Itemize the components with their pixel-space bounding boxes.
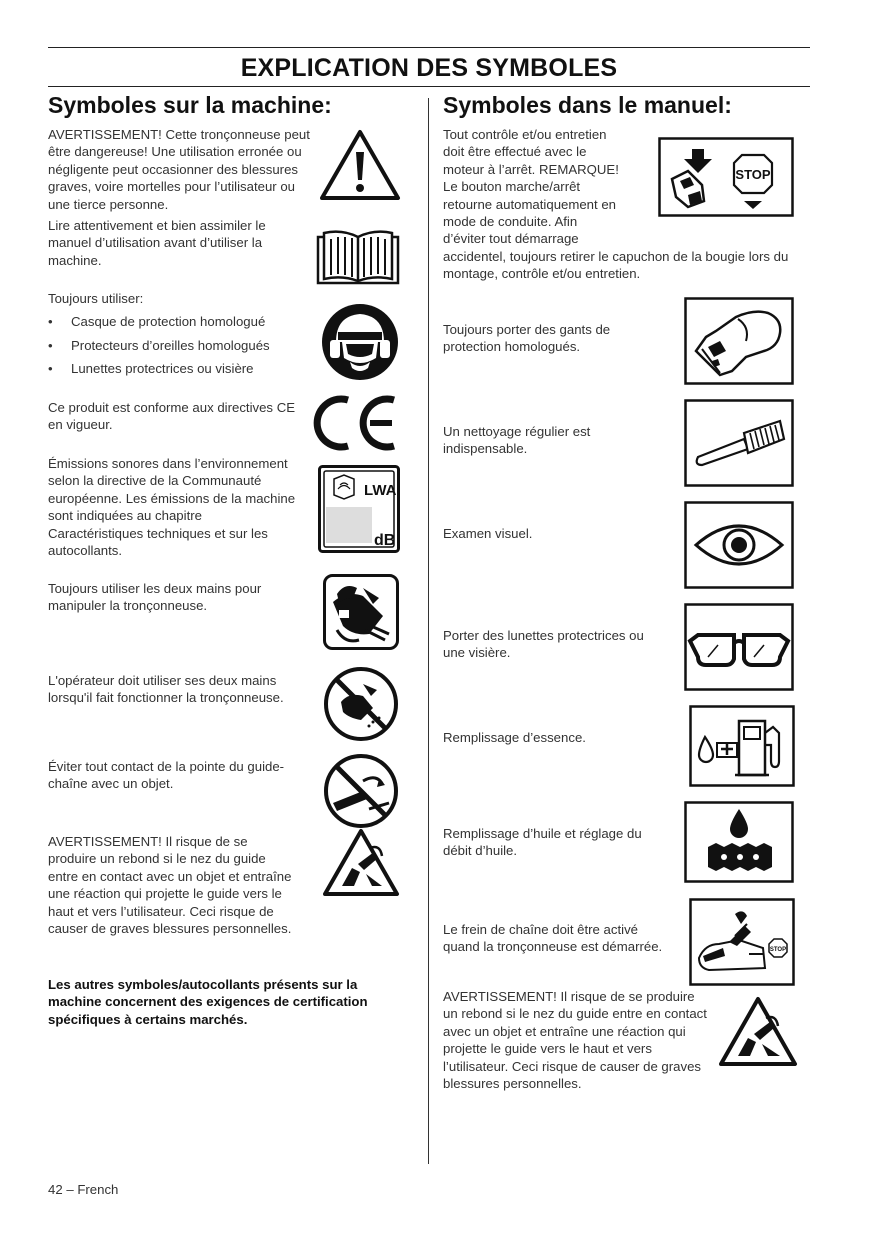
ce-text: Ce produit est conforme aux directives CE en vigueur. bbox=[48, 400, 296, 433]
maintenance-line: d’éviter tout démarrage bbox=[443, 231, 579, 247]
always-use-text: Toujours utiliser: bbox=[48, 291, 144, 306]
list-item: • Casque de protection homologué bbox=[48, 312, 308, 336]
page-title: EXPLICATION DES SYMBOLES bbox=[240, 54, 618, 82]
safety-glasses-icon bbox=[684, 603, 794, 691]
other-symbols-note: Les autres symboles/autocollants présents sur la machine concernent des exigences de certification spécifiques à certains marchés. bbox=[48, 977, 368, 1027]
protection-list bbox=[48, 312, 308, 383]
kickback-warning-text-left: AVERTISSEMENT! Il risque de se produire un rebond si le nez du guide entre en contact avec un objet et entraîne une réaction qui projette le guide vers le haut et vers l’utilisateur. Ceci risque de causer de graves blessures personnelles. bbox=[48, 834, 292, 937]
one-hand-prohibited-icon bbox=[323, 666, 399, 742]
maintenance-text bbox=[443, 126, 653, 248]
maintenance-text-tail: accidentel, toujours retirer le capuchon de la bougie lors du montage, contrôle et/ou entretien. bbox=[443, 249, 789, 282]
stop-label: STOP bbox=[769, 947, 787, 953]
maintenance-line: Tout contrôle et/ou entretien bbox=[443, 127, 607, 142]
cleaning-brush-icon bbox=[684, 399, 794, 487]
noise-level-label-icon bbox=[318, 465, 400, 553]
maintenance-line: retourne automatiquement en bbox=[443, 196, 617, 212]
helmet-ear-eye-protection-icon bbox=[320, 302, 400, 382]
warning-triangle-icon bbox=[318, 128, 402, 202]
stop-engine-icon bbox=[658, 137, 794, 217]
chain-brake-text: Le frein de chaîne doit être activé quand la tronçonneuse est démarrée. bbox=[443, 922, 663, 955]
tip-contact-text: Éviter tout contact de la pointe du guide-chaîne avec un objet. bbox=[48, 759, 285, 792]
stop-label: STOP bbox=[735, 167, 771, 182]
gloves-text: Toujours porter des gants de protection homologués. bbox=[443, 322, 611, 355]
fuel-pump-icon bbox=[689, 705, 795, 787]
cleaning-text: Un nettoyage régulier est indispensable. bbox=[443, 424, 591, 457]
read-manual-text: Lire attentivement et bien assimiler le manuel d’utilisation avant d’utiliser la machine. bbox=[48, 218, 266, 268]
list-item: • Lunettes protectrices ou visière bbox=[48, 359, 308, 383]
protective-gloves-icon bbox=[684, 297, 794, 385]
visual-inspection-text: Examen visuel. bbox=[443, 526, 533, 541]
title-rule bbox=[48, 86, 810, 87]
maintenance-line: mode de conduite. Afin bbox=[443, 214, 578, 230]
db-label: dB bbox=[374, 532, 396, 549]
eye-icon bbox=[684, 501, 794, 589]
kickback-warning-icon bbox=[322, 828, 400, 898]
oil-text: Remplissage d’huile et réglage du débit d’huile. bbox=[443, 826, 642, 859]
column-divider bbox=[428, 98, 429, 1164]
top-rule bbox=[48, 47, 810, 48]
left-section-title: Symboles sur la machine: bbox=[48, 92, 332, 118]
maintenance-line: moteur à l’arrêt. REMARQUE! bbox=[443, 161, 619, 177]
two-hands-text: Toujours utiliser les deux mains pour manipuler la tronçonneuse. bbox=[48, 581, 262, 614]
maintenance-line: doit être effectué avec le bbox=[443, 144, 587, 160]
operator-two-hands-text: L'opérateur doit utiliser ses deux mains lorsqu'il fait fonctionner la tronçonneuse. bbox=[48, 673, 284, 706]
glasses-text: Porter des lunettes protectrices ou une visière. bbox=[443, 628, 644, 661]
page-number: 42 – French bbox=[48, 1182, 119, 1197]
maintenance-line: Le bouton marche/arrêt bbox=[443, 179, 581, 195]
warning-chainsaw-text: AVERTISSEMENT! Cette tronçonneuse peut être dangereuse! Une utilisation erronée ou négligente peut occasionner des blessures graves, voire mortelles pour l’utilisateur ou une tierce personne. bbox=[48, 127, 310, 212]
two-hands-chainsaw-icon bbox=[323, 574, 399, 650]
noise-text: Émissions sonores dans l’environnement selon la directive de la Communauté européenne. Les émissions de la machine sont indiquées au chapitre Caractéristiques techniques et sur les autocollants. bbox=[48, 456, 296, 559]
list-item: • Protecteurs d’oreilles homologués bbox=[48, 336, 308, 360]
open-book-icon bbox=[316, 227, 400, 285]
ce-mark-icon bbox=[308, 392, 402, 454]
lwa-label: LWA bbox=[364, 482, 397, 499]
fuel-text: Remplissage d’essence. bbox=[443, 730, 586, 745]
kickback-warning-text-right: AVERTISSEMENT! Il risque de se produire un rebond si le nez du guide entre en contact avec un objet et entraîne une réaction qui projette le guide vers le haut et vers l’utilisateur. Ceci risque de causer de graves blessures personnelles. bbox=[443, 989, 707, 1092]
chain-oil-icon bbox=[684, 801, 794, 883]
chain-brake-icon bbox=[689, 898, 795, 986]
right-section-title: Symboles dans le manuel: bbox=[443, 92, 732, 118]
kickback-warning-icon bbox=[718, 996, 798, 1068]
tip-contact-prohibited-icon bbox=[323, 753, 399, 829]
